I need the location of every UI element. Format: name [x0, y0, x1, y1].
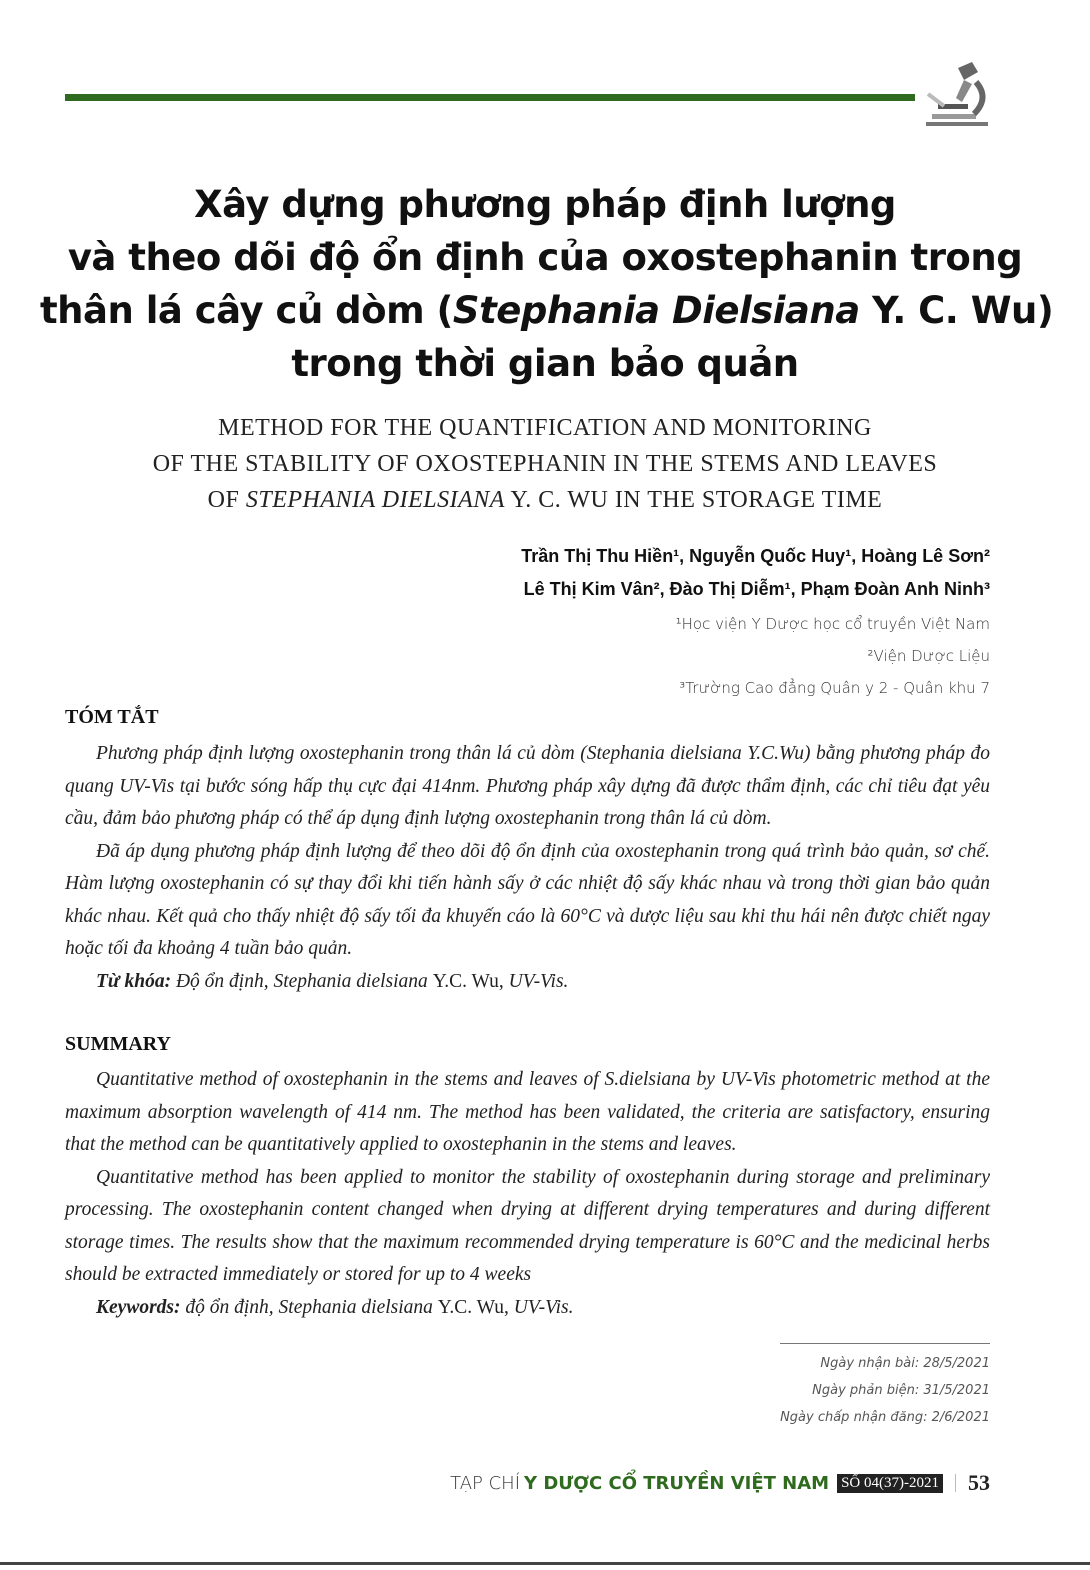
summary-paragraph: Quantitative method of oxostephanin in the stems and leaves of S.dielsiana by UV-Vis photometric method at the maximum absorption wavelength of 414 nm. The method has been validated, the criteria are satisfactory, ensuring that the method can be quantitatively applied to oxostephanin in the stems and leaves.: [65, 1069, 990, 1155]
issue-badge: SỐ 04(37)-2021: [837, 1474, 943, 1493]
summary-paragraph: Quantitative method has been applied to monitor the stability of oxostephanin during storage and preliminary processing. The oxostephanin content changed when drying at different drying temperatures and during different storage times. The results show that the maximum recommended drying temperature is 60°C and the medicinal herbs should be extracted immediately or stored for up to 4 weeks: [65, 1166, 990, 1285]
title-text: Y. C. Wu): [859, 289, 1054, 332]
footer-divider: [955, 1474, 956, 1492]
summary-heading: SUMMARY: [65, 1033, 171, 1055]
header-rule: [65, 94, 915, 101]
keywords-label: Keywords:: [96, 1296, 181, 1318]
article-dates: [780, 1350, 990, 1431]
abstract-paragraph: Đã áp dụng phương pháp định lượng để theo dõi độ ổn định của oxostephanin trong quá trình bảo quản, sơ chế. Hàm lượng oxostephanin có sự thay đổi khi tiến hành sấy ở các nhiệt độ sấy khác nhau và trong thời gian bảo quản khác nhau. Kết quả cho thấy nhiệt độ sấy tối đa khuyến cáo là 60°C và dược liệu sau khi thu hái nên được chiết ngay hoặc tối đa khoảng 4 tuần bảo quản.: [65, 840, 990, 959]
affiliation: ²Viện Dược Liệu: [867, 647, 990, 665]
keywords: [65, 966, 990, 999]
page-footer: [450, 1470, 990, 1496]
summary-body: [65, 1064, 990, 1324]
subtitle-text: Y. C. WU IN THE STORAGE TIME: [504, 487, 883, 513]
affiliation: ³Trường Cao đẳng Quân y 2 - Quân khu 7: [679, 679, 990, 697]
keywords: [65, 1292, 990, 1325]
article-title: [40, 178, 1054, 390]
date-reviewed: Ngày phản biện: 31/5/2021: [812, 1383, 990, 1398]
title-line: trong thời gian bảo quản: [291, 342, 799, 385]
title-line: [40, 284, 1054, 337]
subtitle-line: OF THE STABILITY OF OXOSTEPHANIN IN THE STEMS AND LEAVES: [152, 451, 938, 477]
microscope-icon: [918, 58, 993, 133]
authors-line: Lê Thị Kim Vân², Đào Thị Diễm¹, Phạm Đoàn Anh Ninh³: [523, 579, 990, 599]
date-accepted: Ngày chấp nhận đăng: 2/6/2021: [780, 1410, 990, 1425]
keywords-text: Y.C. Wu,: [432, 970, 509, 992]
bottom-edge: [0, 1562, 1090, 1565]
dates-divider: [780, 1343, 990, 1344]
subtitle-line: METHOD FOR THE QUANTIFICATION AND MONITORING: [218, 415, 872, 441]
authors-line: Trần Thị Thu Hiền¹, Nguyễn Quốc Huy¹, Hoàng Lê Sơn²: [521, 546, 990, 566]
title-species: Stephania Dielsiana: [452, 289, 860, 332]
abstract-paragraph: Phương pháp định lượng oxostephanin trong thân lá củ dòm (Stephania dielsiana Y.C.Wu) bằng phương pháp đo quang UV-Vis tại bước sóng hấp thụ cực đại 414nm. Phương pháp xây dựng đã được thẩm định, các chỉ tiêu đạt yêu cầu, đảm bảo phương pháp có thể áp dụng định lượng oxostephanin trong thân lá củ dòm.: [65, 743, 990, 829]
keywords-text: Độ ổn định, Stephania dielsiana: [171, 970, 433, 992]
affiliation: ¹Học viện Y Dược học cổ truyền Việt Nam: [675, 615, 990, 633]
footer-prefix: TẠP CHÍ: [450, 1472, 521, 1494]
subtitle-species: STEPHANIA DIELSIANA: [245, 487, 505, 513]
keywords-text: Y.C. Wu,: [437, 1296, 514, 1318]
subtitle-line: [40, 482, 1050, 518]
tomtat-heading: TÓM TẮT: [65, 706, 159, 728]
keywords-text: độ ổn định, Stephania dielsiana: [180, 1296, 438, 1318]
tomtat-body: [65, 738, 990, 998]
subtitle-text: OF: [207, 487, 246, 513]
keywords-label: Từ khóa:: [96, 970, 172, 992]
title-line: Xây dựng phương pháp định lượng: [194, 183, 896, 226]
page-number: 53: [968, 1470, 990, 1495]
affiliations: [676, 608, 990, 704]
keywords-text: UV-Vis.: [513, 1296, 574, 1318]
english-title: [40, 410, 1050, 518]
title-text: thân lá cây củ dòm (: [40, 289, 453, 332]
journal-name: Y DƯỢC CỔ TRUYỀN VIỆT NAM: [524, 1472, 830, 1494]
keywords-text: UV-Vis.: [508, 970, 569, 992]
author-list: [521, 540, 990, 606]
date-received: Ngày nhận bài: 28/5/2021: [820, 1356, 990, 1371]
title-line: và theo dõi độ ổn định của oxostephanin trong: [67, 236, 1023, 279]
